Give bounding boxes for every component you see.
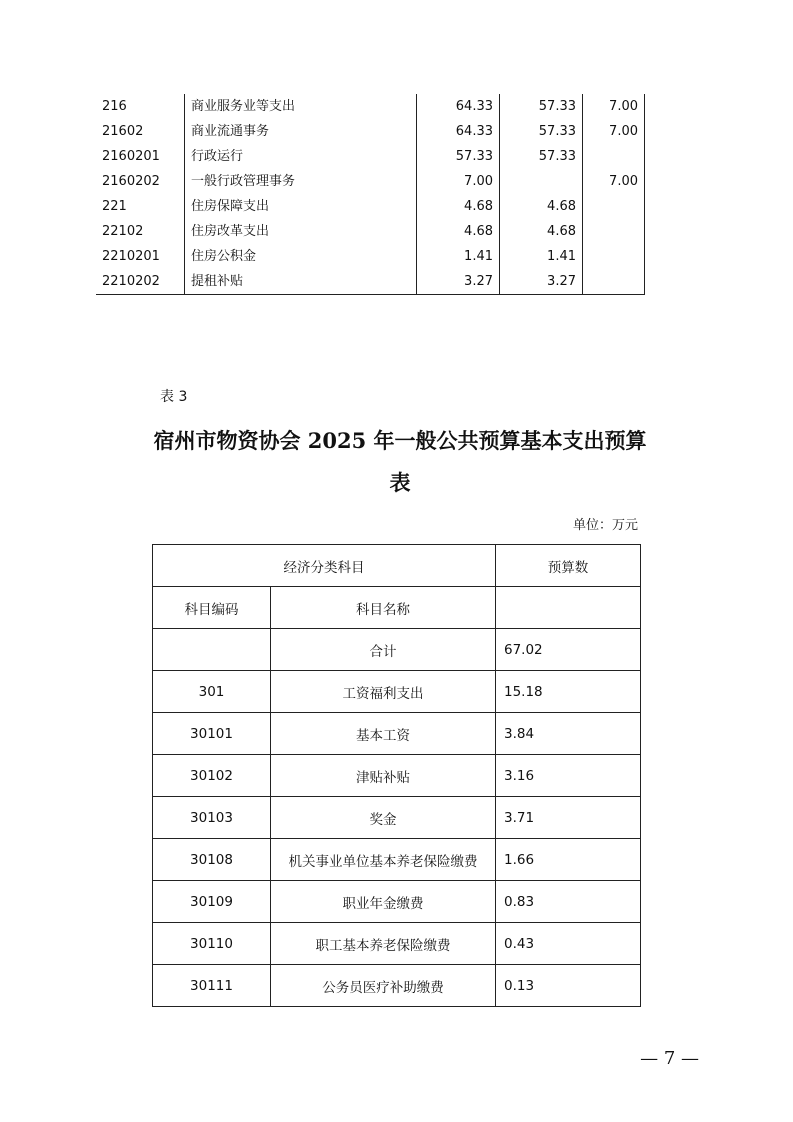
subject-code: 30109	[153, 881, 271, 923]
subject-name: 住房保障支出	[185, 194, 417, 219]
subject-name: 职工基本养老保险缴费	[271, 923, 496, 965]
table-row	[96, 94, 645, 119]
total-row	[153, 629, 641, 671]
basic-value: 3.27	[500, 269, 583, 295]
budget-value: 1.66	[496, 839, 641, 881]
table-row	[153, 755, 641, 797]
basic-value: 1.41	[500, 244, 583, 269]
budget-value: 3.71	[496, 797, 641, 839]
project-value	[583, 144, 645, 169]
subject-name: 职业年金缴费	[271, 881, 496, 923]
budget-value: 0.83	[496, 881, 641, 923]
budget-value: 0.43	[496, 923, 641, 965]
table-row	[153, 923, 641, 965]
budget-value: 3.16	[496, 755, 641, 797]
budget-value: 0.13	[496, 965, 641, 1007]
basic-value	[500, 169, 583, 194]
subject-code: 30103	[153, 797, 271, 839]
table-row	[96, 144, 645, 169]
subject-name: 一般行政管理事务	[185, 169, 417, 194]
table-row	[96, 244, 645, 269]
page-number: — 7 —	[640, 1048, 699, 1069]
project-value	[583, 194, 645, 219]
total-value: 67.02	[496, 629, 641, 671]
subject-name: 津贴补贴	[271, 755, 496, 797]
subject-code: 30111	[153, 965, 271, 1007]
subject-name: 住房公积金	[185, 244, 417, 269]
subject-name: 基本工资	[271, 713, 496, 755]
table-row	[96, 269, 645, 295]
table-row	[96, 119, 645, 144]
subject-name: 商业流通事务	[185, 119, 417, 144]
total-value: 1.41	[417, 244, 500, 269]
header-row	[153, 545, 641, 587]
table-row	[153, 713, 641, 755]
table-row	[96, 219, 645, 244]
subject-code: 216	[96, 94, 185, 119]
project-value: 7.00	[583, 94, 645, 119]
header-subject-code: 科目编码	[153, 587, 271, 629]
total-code-empty	[153, 629, 271, 671]
header-budget: 预算数	[496, 545, 641, 587]
total-value: 4.68	[417, 194, 500, 219]
header-econ-category: 经济分类科目	[153, 545, 496, 587]
table-row	[153, 839, 641, 881]
table-row	[153, 881, 641, 923]
total-value: 64.33	[417, 119, 500, 144]
header-subject-name: 科目名称	[271, 587, 496, 629]
header-budget-empty	[496, 587, 641, 629]
budget-value: 3.84	[496, 713, 641, 755]
basic-value: 4.68	[500, 194, 583, 219]
subject-code: 221	[96, 194, 185, 219]
basic-value: 4.68	[500, 219, 583, 244]
page-title	[150, 420, 650, 504]
subject-code: 30101	[153, 713, 271, 755]
basic-value: 57.33	[500, 144, 583, 169]
project-value: 7.00	[583, 119, 645, 144]
title-line-1: 宿州市物资协会 2025 年一般公共预算基本支出预算	[153, 428, 647, 453]
subject-code: 30108	[153, 839, 271, 881]
subject-code: 2210202	[96, 269, 185, 295]
project-value	[583, 244, 645, 269]
basic-expenditure-table	[152, 544, 641, 1007]
table-row	[96, 194, 645, 219]
table-row	[153, 965, 641, 1007]
project-value	[583, 219, 645, 244]
subject-code: 30110	[153, 923, 271, 965]
subject-code: 2210201	[96, 244, 185, 269]
budget-value: 15.18	[496, 671, 641, 713]
subject-code: 21602	[96, 119, 185, 144]
subject-name: 机关事业单位基本养老保险缴费	[271, 839, 496, 881]
unit-label: 单位：万元	[572, 518, 638, 533]
subject-name: 商业服务业等支出	[185, 94, 417, 119]
total-value: 3.27	[417, 269, 500, 295]
subject-name: 工资福利支出	[271, 671, 496, 713]
continued-expenditure-table	[96, 94, 645, 295]
subject-code: 301	[153, 671, 271, 713]
subject-code: 30102	[153, 755, 271, 797]
subject-name: 公务员医疗补助缴费	[271, 965, 496, 1007]
subject-name: 提租补贴	[185, 269, 417, 295]
subject-code: 22102	[96, 219, 185, 244]
subject-name: 行政运行	[185, 144, 417, 169]
subject-code: 2160202	[96, 169, 185, 194]
basic-value: 57.33	[500, 94, 583, 119]
total-value: 57.33	[417, 144, 500, 169]
table-row	[96, 169, 645, 194]
table-row	[153, 797, 641, 839]
subheader-row	[153, 587, 641, 629]
table-label: 表 3	[160, 389, 188, 405]
subject-name: 奖金	[271, 797, 496, 839]
total-value: 7.00	[417, 169, 500, 194]
project-value	[583, 269, 645, 295]
table-row	[153, 671, 641, 713]
total-value: 64.33	[417, 94, 500, 119]
title-line-2: 表	[389, 470, 411, 495]
total-value: 4.68	[417, 219, 500, 244]
subject-code: 2160201	[96, 144, 185, 169]
subject-name: 住房改革支出	[185, 219, 417, 244]
total-label: 合计	[271, 629, 496, 671]
basic-value: 57.33	[500, 119, 583, 144]
project-value: 7.00	[583, 169, 645, 194]
